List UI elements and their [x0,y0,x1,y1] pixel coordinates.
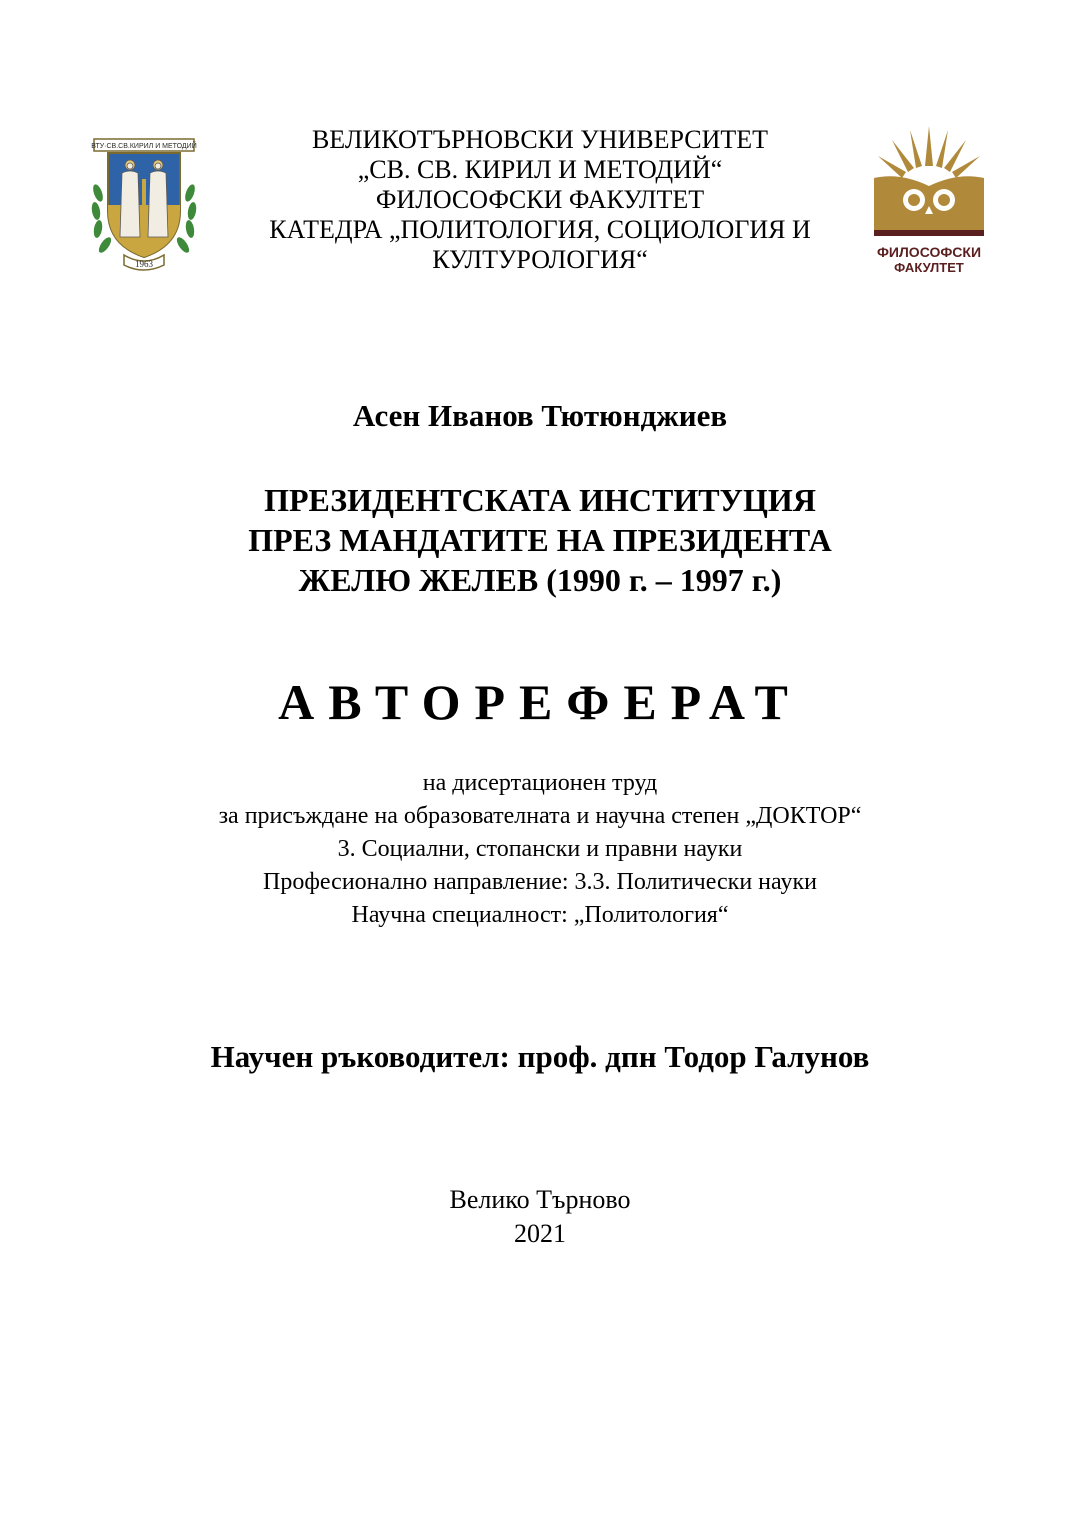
header-line-university: ВЕЛИКОТЪРНОВСКИ УНИВЕРСИТЕТ [311,125,769,154]
document-type: АВТОРЕФЕРАТ [278,674,802,730]
faculty-logo-line2: ФАКУЛТЕТ [894,260,964,275]
title-line-1: ПРЕЗИДЕНТСКАТА ИНСТИТУЦИЯ [264,482,816,518]
desc-line-5: Научна специалност: „Политология“ [351,902,729,928]
crest-ribbon-text: ВТУ·СВ.СВ.КИРИЛ И МЕТОДИЙ [91,143,197,150]
faculty-logo-line1: ФИЛОСОФСКИ [876,244,982,260]
header-line-saints: „СВ. СВ. КИРИЛ И МЕТОДИЙ“ [357,155,723,184]
faculty-book-owl-logo-icon [870,126,988,286]
title-line-2: ПРЕЗ МАНДАТИТЕ НА ПРЕЗИДЕНТА [248,522,832,558]
university-header [215,125,865,275]
university-crest-icon [88,133,200,273]
year: 2021 [514,1219,566,1248]
desc-line-3: 3. Социални, стопански и правни науки [337,836,743,862]
author-name: Асен Иванов Тютюнджиев [352,398,728,433]
dissertation-description [0,767,1080,932]
header-line-faculty: ФИЛОСОФСКИ ФАКУЛТЕТ [375,185,705,214]
dissertation-title [0,480,1080,600]
place: Велико Търново [449,1185,631,1214]
desc-line-1: на дисертационен труд [422,770,658,796]
desc-line-2: за присъждане на образователната и научна степен „ДОКТОР“ [218,803,862,829]
place-and-year [0,1183,1080,1251]
scientific-supervisor: Научен ръководител: проф. дпн Тодор Галунов [210,1039,870,1074]
header-line-department: КАТЕДРА „ПОЛИТОЛОГИЯ, СОЦИОЛОГИЯ И [269,215,811,244]
header-line-department-cont: КУЛТУРОЛОГИЯ“ [432,245,648,274]
desc-line-4: Професионално направление: 3.3. Политически науки [263,869,817,895]
title-line-3: ЖЕЛЮ ЖЕЛЕВ (1990 г. – 1997 г.) [298,562,782,598]
crest-year: 1963 [135,259,153,269]
